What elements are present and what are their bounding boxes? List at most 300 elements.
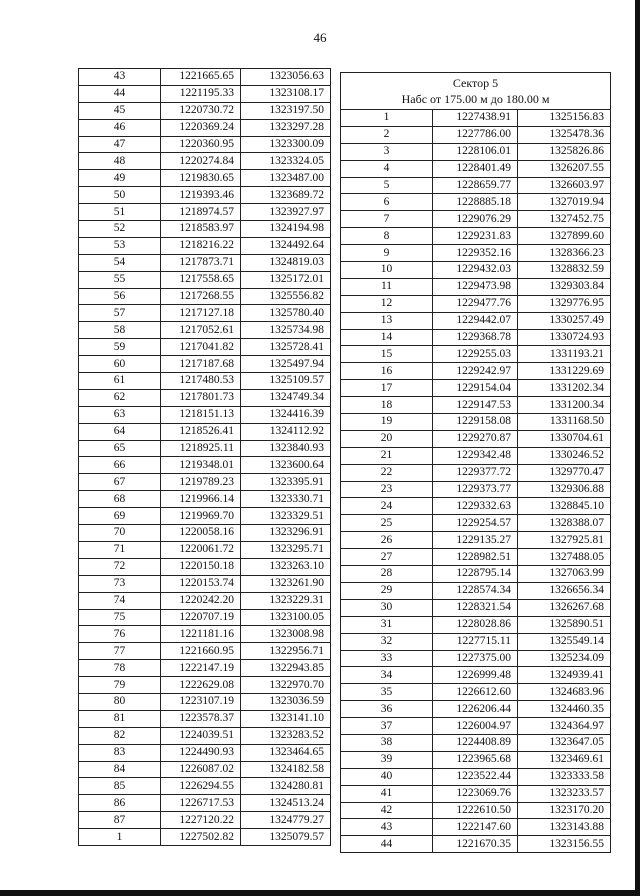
table-row	[79, 829, 331, 846]
y-coordinate-cell: 1328388.07	[518, 515, 611, 532]
point-number-cell: 84	[79, 761, 161, 778]
point-number-cell: 65	[79, 440, 161, 457]
sector-depth-range: Набс от 175.00 м до 180.00 м	[401, 92, 550, 106]
table-row	[341, 177, 611, 194]
y-coordinate-cell: 1323156.55	[518, 836, 611, 853]
point-number-cell: 71	[79, 541, 161, 558]
point-number-cell: 80	[79, 693, 161, 710]
x-coordinate-cell: 1224408.89	[433, 734, 518, 751]
y-coordinate-cell: 1329770.47	[518, 464, 611, 481]
x-coordinate-cell: 1222147.19	[161, 660, 241, 677]
x-coordinate-cell: 1229473.98	[433, 278, 518, 295]
table-row	[341, 549, 611, 566]
y-coordinate-cell: 1325172.01	[241, 271, 331, 288]
x-coordinate-cell: 1218583.97	[161, 221, 241, 238]
table-row	[79, 575, 331, 592]
table-row	[341, 515, 611, 532]
x-coordinate-cell: 1223578.37	[161, 710, 241, 727]
table-row	[341, 245, 611, 262]
point-number-cell: 3	[341, 143, 433, 160]
x-coordinate-cell: 1220153.74	[161, 575, 241, 592]
y-coordinate-cell: 1331193.21	[518, 346, 611, 363]
table-row	[79, 339, 331, 356]
x-coordinate-cell: 1227120.22	[161, 812, 241, 829]
y-coordinate-cell: 1327925.81	[518, 532, 611, 549]
point-number-cell: 77	[79, 643, 161, 660]
y-coordinate-cell: 1328832.59	[518, 262, 611, 279]
table-row	[341, 194, 611, 211]
x-coordinate-cell: 1219830.65	[161, 170, 241, 187]
table-row	[341, 768, 611, 785]
table-row	[79, 795, 331, 812]
point-number-cell: 39	[341, 751, 433, 768]
table-row	[341, 363, 611, 380]
table-row	[79, 609, 331, 626]
y-coordinate-cell: 1330724.93	[518, 329, 611, 346]
table-row	[79, 693, 331, 710]
point-number-cell: 30	[341, 599, 433, 616]
table-row	[341, 346, 611, 363]
x-coordinate-cell: 1217052.61	[161, 322, 241, 339]
table-row	[79, 525, 331, 542]
x-coordinate-cell: 1221195.33	[161, 85, 241, 102]
point-number-cell: 19	[341, 414, 433, 431]
point-number-cell: 7	[341, 211, 433, 228]
y-coordinate-cell: 1323647.05	[518, 734, 611, 751]
table-row	[79, 119, 331, 136]
table-row	[79, 305, 331, 322]
point-number-cell: 47	[79, 136, 161, 153]
x-coordinate-cell: 1221181.16	[161, 626, 241, 643]
y-coordinate-cell: 1323108.17	[241, 85, 331, 102]
point-number-cell: 58	[79, 322, 161, 339]
table-row	[341, 836, 611, 853]
x-coordinate-cell: 1217480.53	[161, 373, 241, 390]
point-number-cell: 60	[79, 356, 161, 373]
y-coordinate-cell: 1324683.96	[518, 684, 611, 701]
x-coordinate-cell: 1219969.70	[161, 508, 241, 525]
x-coordinate-cell: 1219789.23	[161, 474, 241, 491]
x-coordinate-cell: 1228982.51	[433, 549, 518, 566]
y-coordinate-cell: 1323487.00	[241, 170, 331, 187]
y-coordinate-cell: 1331168.50	[518, 414, 611, 431]
sector-header-row	[341, 73, 611, 110]
point-number-cell: 38	[341, 734, 433, 751]
y-coordinate-cell: 1331200.34	[518, 397, 611, 414]
y-coordinate-cell: 1325734.98	[241, 322, 331, 339]
left-table-body	[79, 69, 331, 846]
sector-title: Сектор 5	[452, 76, 499, 90]
y-coordinate-cell: 1323229.31	[241, 592, 331, 609]
y-coordinate-cell: 1324749.34	[241, 389, 331, 406]
table-row	[79, 778, 331, 795]
point-number-cell: 1	[79, 829, 161, 846]
x-coordinate-cell: 1220730.72	[161, 102, 241, 119]
y-coordinate-cell: 1323036.59	[241, 693, 331, 710]
table-row	[79, 204, 331, 221]
x-coordinate-cell: 1222147.60	[433, 819, 518, 836]
y-coordinate-cell: 1323300.09	[241, 136, 331, 153]
point-number-cell: 54	[79, 254, 161, 271]
x-coordinate-cell: 1217558.65	[161, 271, 241, 288]
table-row	[79, 288, 331, 305]
table-row	[341, 582, 611, 599]
table-row	[79, 389, 331, 406]
point-number-cell: 55	[79, 271, 161, 288]
table-row	[341, 228, 611, 245]
x-coordinate-cell: 1229270.87	[433, 430, 518, 447]
x-coordinate-cell: 1224039.51	[161, 727, 241, 744]
y-coordinate-cell: 1323008.98	[241, 626, 331, 643]
x-coordinate-cell: 1220274.84	[161, 153, 241, 170]
table-row	[341, 684, 611, 701]
point-number-cell: 14	[341, 329, 433, 346]
point-number-cell: 76	[79, 626, 161, 643]
y-coordinate-cell: 1326656.34	[518, 582, 611, 599]
table-row	[79, 136, 331, 153]
y-coordinate-cell: 1323927.97	[241, 204, 331, 221]
y-coordinate-cell: 1323233.57	[518, 785, 611, 802]
table-row	[79, 474, 331, 491]
y-coordinate-cell: 1323297.28	[241, 119, 331, 136]
table-row	[79, 170, 331, 187]
x-coordinate-cell: 1223522.44	[433, 768, 518, 785]
point-number-cell: 83	[79, 744, 161, 761]
point-number-cell: 26	[341, 532, 433, 549]
point-number-cell: 48	[79, 153, 161, 170]
x-coordinate-cell: 1217801.73	[161, 389, 241, 406]
y-coordinate-cell: 1322970.70	[241, 677, 331, 694]
y-coordinate-cell: 1326207.55	[518, 160, 611, 177]
point-number-cell: 72	[79, 558, 161, 575]
x-coordinate-cell: 1226294.55	[161, 778, 241, 795]
table-row	[79, 237, 331, 254]
table-row	[341, 667, 611, 684]
table-row	[79, 153, 331, 170]
table-row	[79, 221, 331, 238]
table-row	[341, 751, 611, 768]
y-coordinate-cell: 1323283.52	[241, 727, 331, 744]
x-coordinate-cell: 1229242.97	[433, 363, 518, 380]
table-row	[79, 406, 331, 423]
y-coordinate-cell: 1325497.94	[241, 356, 331, 373]
x-coordinate-cell: 1217187.68	[161, 356, 241, 373]
point-number-cell: 59	[79, 339, 161, 356]
table-row	[79, 508, 331, 525]
point-number-cell: 51	[79, 204, 161, 221]
table-row	[79, 254, 331, 271]
point-number-cell: 44	[79, 85, 161, 102]
y-coordinate-cell: 1322956.71	[241, 643, 331, 660]
x-coordinate-cell: 1221670.35	[433, 836, 518, 853]
x-coordinate-cell: 1217268.55	[161, 288, 241, 305]
point-number-cell: 21	[341, 447, 433, 464]
x-coordinate-cell: 1226004.97	[433, 718, 518, 735]
y-coordinate-cell: 1327488.05	[518, 549, 611, 566]
y-coordinate-cell: 1326603.97	[518, 177, 611, 194]
x-coordinate-cell: 1229332.63	[433, 498, 518, 515]
point-number-cell: 43	[341, 819, 433, 836]
y-coordinate-cell: 1323296.91	[241, 525, 331, 542]
point-number-cell: 75	[79, 609, 161, 626]
point-number-cell: 66	[79, 457, 161, 474]
y-coordinate-cell: 1325890.51	[518, 616, 611, 633]
table-row	[341, 329, 611, 346]
y-coordinate-cell: 1323170.20	[518, 802, 611, 819]
y-coordinate-cell: 1323689.72	[241, 187, 331, 204]
x-coordinate-cell: 1229432.03	[433, 262, 518, 279]
table-row	[341, 650, 611, 667]
point-number-cell: 22	[341, 464, 433, 481]
table-row	[341, 211, 611, 228]
table-row	[79, 356, 331, 373]
x-coordinate-cell: 1229377.72	[433, 464, 518, 481]
y-coordinate-cell: 1323197.50	[241, 102, 331, 119]
point-number-cell: 18	[341, 397, 433, 414]
table-row	[79, 592, 331, 609]
y-coordinate-cell: 1324416.39	[241, 406, 331, 423]
y-coordinate-cell: 1331202.34	[518, 380, 611, 397]
y-coordinate-cell: 1327899.60	[518, 228, 611, 245]
y-coordinate-cell: 1323056.63	[241, 69, 331, 86]
point-number-cell: 79	[79, 677, 161, 694]
x-coordinate-cell: 1227786.00	[433, 126, 518, 143]
y-coordinate-cell: 1324364.97	[518, 718, 611, 735]
x-coordinate-cell: 1229231.83	[433, 228, 518, 245]
point-number-cell: 2	[341, 126, 433, 143]
x-coordinate-cell: 1226999.48	[433, 667, 518, 684]
table-row	[79, 643, 331, 660]
y-coordinate-cell: 1323324.05	[241, 153, 331, 170]
y-coordinate-cell: 1325556.82	[241, 288, 331, 305]
y-coordinate-cell: 1323263.10	[241, 558, 331, 575]
table-row	[341, 532, 611, 549]
y-coordinate-cell: 1323464.65	[241, 744, 331, 761]
table-row	[341, 464, 611, 481]
x-coordinate-cell: 1228574.34	[433, 582, 518, 599]
point-number-cell: 31	[341, 616, 433, 633]
x-coordinate-cell: 1229368.78	[433, 329, 518, 346]
point-number-cell: 20	[341, 430, 433, 447]
y-coordinate-cell: 1329776.95	[518, 295, 611, 312]
point-number-cell: 10	[341, 262, 433, 279]
table-row	[341, 599, 611, 616]
y-coordinate-cell: 1324194.98	[241, 221, 331, 238]
right-table-body	[341, 73, 611, 853]
table-row	[341, 718, 611, 735]
table-row	[79, 677, 331, 694]
table-row	[79, 69, 331, 86]
y-coordinate-cell: 1323100.05	[241, 609, 331, 626]
point-number-cell: 74	[79, 592, 161, 609]
table-row	[79, 626, 331, 643]
x-coordinate-cell: 1219393.46	[161, 187, 241, 204]
point-number-cell: 25	[341, 515, 433, 532]
point-number-cell: 49	[79, 170, 161, 187]
table-row	[341, 110, 611, 127]
point-number-cell: 62	[79, 389, 161, 406]
table-row	[341, 126, 611, 143]
x-coordinate-cell: 1221665.65	[161, 69, 241, 86]
point-number-cell: 13	[341, 312, 433, 329]
x-coordinate-cell: 1226087.02	[161, 761, 241, 778]
left-coordinates-table	[78, 68, 331, 846]
point-number-cell: 86	[79, 795, 161, 812]
y-coordinate-cell: 1324492.64	[241, 237, 331, 254]
y-coordinate-cell: 1327452.75	[518, 211, 611, 228]
table-row	[341, 295, 611, 312]
y-coordinate-cell: 1323333.58	[518, 768, 611, 785]
point-number-cell: 28	[341, 566, 433, 583]
x-coordinate-cell: 1218526.41	[161, 423, 241, 440]
point-number-cell: 15	[341, 346, 433, 363]
y-coordinate-cell: 1328845.10	[518, 498, 611, 515]
sector-5-coordinates-table	[340, 72, 611, 853]
y-coordinate-cell: 1330257.49	[518, 312, 611, 329]
x-coordinate-cell: 1226717.53	[161, 795, 241, 812]
point-number-cell: 12	[341, 295, 433, 312]
point-number-cell: 45	[79, 102, 161, 119]
x-coordinate-cell: 1229352.16	[433, 245, 518, 262]
y-coordinate-cell: 1324112.92	[241, 423, 331, 440]
y-coordinate-cell: 1327019.94	[518, 194, 611, 211]
x-coordinate-cell: 1226206.44	[433, 701, 518, 718]
table-row	[79, 373, 331, 390]
point-number-cell: 23	[341, 481, 433, 498]
y-coordinate-cell: 1326267.68	[518, 599, 611, 616]
point-number-cell: 61	[79, 373, 161, 390]
point-number-cell: 52	[79, 221, 161, 238]
table-row	[341, 566, 611, 583]
x-coordinate-cell: 1228795.14	[433, 566, 518, 583]
table-row	[341, 312, 611, 329]
x-coordinate-cell: 1218974.57	[161, 204, 241, 221]
y-coordinate-cell: 1329303.84	[518, 278, 611, 295]
y-coordinate-cell: 1324182.58	[241, 761, 331, 778]
y-coordinate-cell: 1324939.41	[518, 667, 611, 684]
y-coordinate-cell: 1324460.35	[518, 701, 611, 718]
table-row	[341, 819, 611, 836]
y-coordinate-cell: 1323330.71	[241, 491, 331, 508]
x-coordinate-cell: 1229076.29	[433, 211, 518, 228]
point-number-cell: 37	[341, 718, 433, 735]
x-coordinate-cell: 1220707.19	[161, 609, 241, 626]
table-row	[341, 633, 611, 650]
y-coordinate-cell: 1322943.85	[241, 660, 331, 677]
point-number-cell: 78	[79, 660, 161, 677]
table-row	[79, 322, 331, 339]
y-coordinate-cell: 1325109.57	[241, 373, 331, 390]
x-coordinate-cell: 1229154.04	[433, 380, 518, 397]
x-coordinate-cell: 1220061.72	[161, 541, 241, 558]
point-number-cell: 36	[341, 701, 433, 718]
y-coordinate-cell: 1325728.41	[241, 339, 331, 356]
table-row	[79, 423, 331, 440]
x-coordinate-cell: 1222629.08	[161, 677, 241, 694]
table-row	[341, 447, 611, 464]
point-number-cell: 5	[341, 177, 433, 194]
table-row	[79, 761, 331, 778]
table-row	[341, 498, 611, 515]
x-coordinate-cell: 1217041.82	[161, 339, 241, 356]
point-number-cell: 46	[79, 119, 161, 136]
y-coordinate-cell: 1328366.23	[518, 245, 611, 262]
table-row	[341, 278, 611, 295]
sector-header-cell	[341, 73, 611, 110]
x-coordinate-cell: 1228106.01	[433, 143, 518, 160]
point-number-cell: 16	[341, 363, 433, 380]
x-coordinate-cell: 1228321.54	[433, 599, 518, 616]
table-row	[79, 812, 331, 829]
x-coordinate-cell: 1228885.18	[433, 194, 518, 211]
x-coordinate-cell: 1219348.01	[161, 457, 241, 474]
x-coordinate-cell: 1227375.00	[433, 650, 518, 667]
point-number-cell: 40	[341, 768, 433, 785]
table-row	[79, 744, 331, 761]
point-number-cell: 43	[79, 69, 161, 86]
x-coordinate-cell: 1229158.08	[433, 414, 518, 431]
point-number-cell: 56	[79, 288, 161, 305]
table-row	[79, 102, 331, 119]
x-coordinate-cell: 1229147.53	[433, 397, 518, 414]
y-coordinate-cell: 1325826.86	[518, 143, 611, 160]
point-number-cell: 24	[341, 498, 433, 515]
table-row	[79, 727, 331, 744]
x-coordinate-cell: 1229342.48	[433, 447, 518, 464]
y-coordinate-cell: 1331229.69	[518, 363, 611, 380]
point-number-cell: 57	[79, 305, 161, 322]
table-row	[341, 802, 611, 819]
table-row	[79, 271, 331, 288]
x-coordinate-cell: 1229254.57	[433, 515, 518, 532]
y-coordinate-cell: 1323395.91	[241, 474, 331, 491]
x-coordinate-cell: 1218216.22	[161, 237, 241, 254]
point-number-cell: 11	[341, 278, 433, 295]
point-number-cell: 32	[341, 633, 433, 650]
point-number-cell: 81	[79, 710, 161, 727]
point-number-cell: 50	[79, 187, 161, 204]
y-coordinate-cell: 1325156.83	[518, 110, 611, 127]
x-coordinate-cell: 1220369.24	[161, 119, 241, 136]
y-coordinate-cell: 1323469.61	[518, 751, 611, 768]
point-number-cell: 29	[341, 582, 433, 599]
y-coordinate-cell: 1325549.14	[518, 633, 611, 650]
point-number-cell: 85	[79, 778, 161, 795]
point-number-cell: 68	[79, 491, 161, 508]
point-number-cell: 64	[79, 423, 161, 440]
x-coordinate-cell: 1229373.77	[433, 481, 518, 498]
point-number-cell: 33	[341, 650, 433, 667]
point-number-cell: 1	[341, 110, 433, 127]
table-row	[79, 660, 331, 677]
y-coordinate-cell: 1329306.88	[518, 481, 611, 498]
table-row	[341, 380, 611, 397]
scan-edge-bottom	[0, 890, 640, 896]
point-number-cell: 70	[79, 525, 161, 542]
x-coordinate-cell: 1229135.27	[433, 532, 518, 549]
table-row	[341, 785, 611, 802]
point-number-cell: 63	[79, 406, 161, 423]
table-row	[341, 414, 611, 431]
y-coordinate-cell: 1324779.27	[241, 812, 331, 829]
table-row	[79, 187, 331, 204]
x-coordinate-cell: 1223965.68	[433, 751, 518, 768]
y-coordinate-cell: 1323840.93	[241, 440, 331, 457]
table-row	[79, 541, 331, 558]
table-row	[79, 558, 331, 575]
y-coordinate-cell: 1324819.03	[241, 254, 331, 271]
table-row	[341, 160, 611, 177]
